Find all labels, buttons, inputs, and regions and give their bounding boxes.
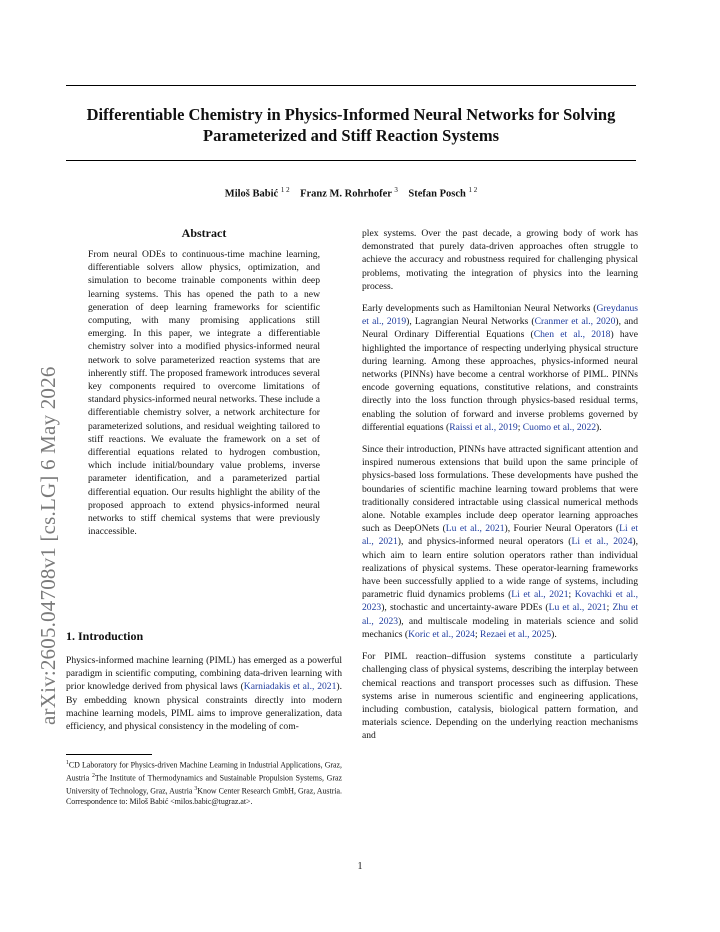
citation-link[interactable]: Lu et al., 2021 <box>445 523 505 535</box>
author-name: Stefan Posch <box>408 188 466 200</box>
citation-link[interactable]: Cranmer et al., 2020 <box>534 316 616 328</box>
citation-link[interactable]: Greydanus et al., 2019 <box>362 303 638 328</box>
text-span: ), and Neural Ordinary Differential Equations ( <box>362 316 638 341</box>
footnote-marker: 3 <box>194 786 198 793</box>
text-span: ), Lagrangian Neural Networks ( <box>406 316 535 328</box>
paragraph <box>362 443 638 641</box>
author-name: Franz M. Rohrhofer <box>300 188 392 200</box>
citation-link[interactable]: Raissi et al., 2019 <box>449 421 518 433</box>
citation-link[interactable]: Kovachki et al., 2023 <box>362 589 638 614</box>
footnote <box>66 758 342 808</box>
intro-paragraph <box>66 654 342 733</box>
text-span: ; <box>606 602 613 614</box>
citation-link[interactable]: Rezaei et al., 2025 <box>480 628 552 640</box>
title-line-2: Parameterized and Stiff Reaction Systems <box>202 126 500 145</box>
arxiv-watermark: arXiv:2605.04708v1 [cs.LG] 6 May 2026 <box>36 366 60 725</box>
text-span: ), stochastic and uncertainty-aware PDEs ( <box>381 602 549 614</box>
footnote-marker: 1 <box>66 760 69 766</box>
citation-link[interactable]: Cuomo et al., 2022 <box>522 421 597 433</box>
text-span: ; <box>517 421 523 433</box>
footnote-text: CD Laboratory for Physics-driven Machine Learning in Industrial Applications, Graz, Austria <box>66 760 342 783</box>
citation-link[interactable]: Zhu et al., 2023 <box>362 602 638 627</box>
text-span: ), Fourier Neural Operators ( <box>504 523 620 535</box>
paragraph: For PIML reaction–diffusion systems constitute a particularly challenging class of physical systems, describing the interplay between chemical reactions and transport processes such as diffusion. These systems arise in numerous scientific and engineering applications, including combustion, catalysis, biological pattern formation, and materials science. Depending on the underlying reaction mechanisms and <box>362 651 638 742</box>
text-span: Since their introduction, PINNs have attracted significant attention and inspired numerous extensions that build upon the same principle of physics-based loss formulations. These developments have pushed the boundaries of scientific machine learning toward problems that were traditionally considered intractable using classical numerical methods alone. Notable examples include deep operator learning approaches such as DeepONets ( <box>362 444 638 535</box>
top-rule <box>66 85 636 86</box>
paragraph: plex systems. Over the past decade, a growing body of work has demonstrated that purely data-driven approaches often struggle to achieve the accuracy and robustness required for challenging physical problems, motivating the integration of physics into the learning process. <box>362 228 638 292</box>
footnote-rule <box>66 754 152 755</box>
citation-link[interactable]: Li et al., 2024 <box>571 536 633 548</box>
text-span: Early developments such as Hamiltonian Neural Networks ( <box>362 303 597 315</box>
page-number: 1 <box>357 861 363 872</box>
author-name: Miloš Babić <box>224 188 279 200</box>
text-span: ). <box>596 421 602 433</box>
footnote-text: Know Center Research GmbH, Graz, Austria. Correspondence to: Miloš Babić <milos.babic@tugraz.at>. <box>66 786 342 807</box>
author-affiliation: 1 2 <box>280 186 290 194</box>
text-span: ) have highlighted the importance of respecting underlying physical structure during learning. Among these approaches, physics-informed neural networks (PINNs) have become a central workhorse of PIML. PINNs encode governing equations, constitutive relations, and constraints directly into the loss function through physics-based residual terms, enabling the solution of forward and inverse problems governed by differential equations ( <box>362 329 638 433</box>
text-span: ). <box>551 628 557 640</box>
text-span: ). By embedding known physical constraints directly into modern machine learning models, PIML aims to improve generalization, data efficiency, and physical consistency in the modeling of com- <box>66 681 342 733</box>
right-column <box>362 227 638 752</box>
abstract-text: From neural ODEs to continuous-time machine learning, differentiable solvers allow physics, optimization, and simulation to become trainable components within deep learning systems. This has opened the path to a new generation of deep learning frameworks for scientific computing, with many promising applications still emerging. In this paper, we integrate a differentiable chemistry solver into a modified physics-informed neural network to solve parameterized reaction systems that are inherently stiff. The proposed framework introduces several key components required to overcome limitations of standard physics-informed neural networks. These include a differentiable chemistry solver, a network architecture for parameterized solutions, and residual weighting tailored to stiff reactions. We evaluate the framework on a set of differential equations related to hydrogen combustion, which include initial/boundary value problems, inverse parameter identification, and a parameterized partial differential equation. Our results highlight the ability of the proposed approach to extend physics-informed neural networks to stiff chemical systems that were previously inaccessible. <box>88 249 320 538</box>
citation-link[interactable]: Karniadakis et al., 2021 <box>243 681 337 693</box>
text-span: ), which aim to learn entire solution operators rather than individual realizations of physical systems. These operator-learning frameworks have been successfully applied to a wide range of systems, including parametric fluid dynamics problems ( <box>362 536 638 601</box>
citation-link[interactable]: Li et al., 2021 <box>362 523 638 548</box>
author-list <box>66 186 636 200</box>
paragraph <box>362 302 638 434</box>
paper-title <box>66 104 636 146</box>
text-span: Physics-informed machine learning (PIML) has emerged as a powerful paradigm in scientific computing, combining data-driven learning with prior knowledge derived from physical laws ( <box>66 655 342 693</box>
text-span: ; <box>568 589 575 601</box>
author-affiliation: 3 <box>394 186 398 194</box>
title-line-1: Differentiable Chemistry in Physics-Informed Neural Networks for Solving <box>86 105 616 124</box>
footnote-text: The Institute of Thermodynamics and Sustainable Propulsion Systems, Graz University of Technology, Graz, Austria <box>66 773 342 796</box>
citation-link[interactable]: Chen et al., 2018 <box>533 329 611 341</box>
author-affiliation: 1 2 <box>468 186 478 194</box>
text-span: ; <box>474 628 481 640</box>
text-span: ), and multiscale modeling in materials science and solid mechanics ( <box>362 615 638 640</box>
text-span: ), and physics-informed neural operators ( <box>397 536 572 548</box>
footnote-marker: 2 <box>91 773 95 780</box>
abstract-heading: Abstract <box>181 226 227 240</box>
citation-link[interactable]: Li et al., 2021 <box>511 589 569 601</box>
section-heading: 1. Introduction <box>66 629 144 643</box>
citation-link[interactable]: Lu et al., 2021 <box>548 602 607 614</box>
title-bottom-rule <box>66 160 636 161</box>
citation-link[interactable]: Koric et al., 2024 <box>408 628 475 640</box>
